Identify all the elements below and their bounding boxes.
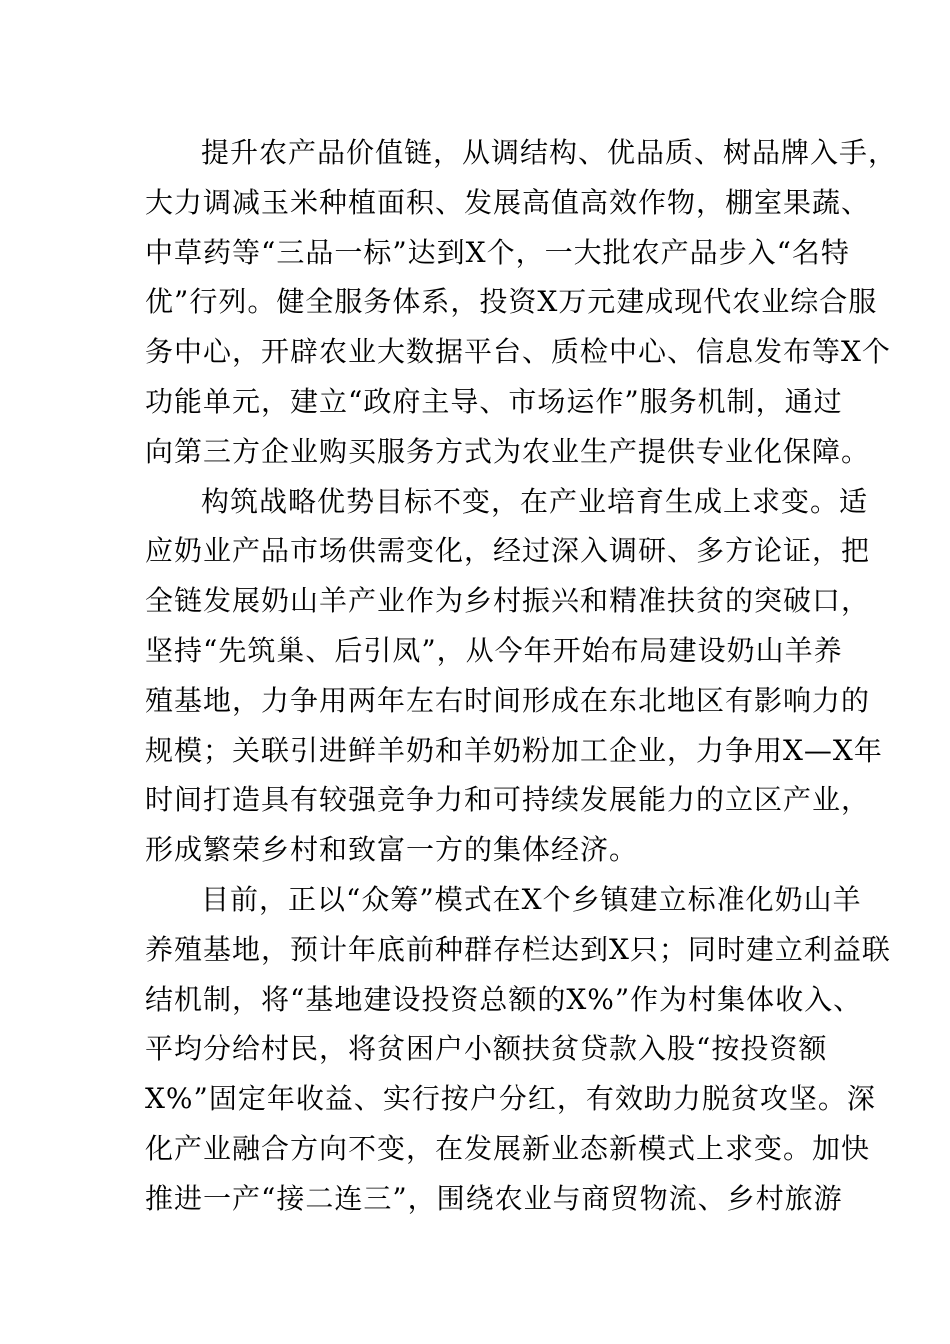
text-line: 殖基地，力争用两年左右时间形成在东北地区有影响力的 xyxy=(145,683,871,717)
text-line: 优”行列。健全服务体系，投资X万元建成现代农业综合服 xyxy=(145,285,878,319)
document-body xyxy=(145,128,898,1224)
text-line: 养殖基地，预计年底前种群存栏达到X只；同时建立利益联 xyxy=(145,932,891,966)
text-line: 目前，正以“众筹”模式在X个乡镇建立标准化奶山羊 xyxy=(201,882,862,916)
text-line: 平均分给村民，将贫困户小额扶贫贷款入股“按投资额 xyxy=(145,1032,828,1066)
text-line: 中草药等“三品一标”达到X个，一大批农产品步入“名特 xyxy=(145,235,850,269)
text-line: 化产业融合方向不变，在发展新业态新模式上求变。加快 xyxy=(145,1131,871,1165)
text-line: X%”固定年收益、实行按户分红，有效助力脱贫攻坚。深 xyxy=(145,1082,876,1116)
text-line: 提升农产品价值链，从调结构、优品质、树品牌入手， xyxy=(201,136,898,169)
text-line: 规模；关联引进鲜羊奶和羊奶粉加工企业，力争用X—X年 xyxy=(145,733,883,767)
text-line: 时间打造具有较强竞争力和可持续发展能力的立区产业， xyxy=(145,783,871,817)
text-line: 推进一产“接二连三”，围绕农业与商贸物流、乡村旅游 xyxy=(145,1181,843,1215)
text-line: 功能单元，建立“政府主导、市场运作”服务机制，通过 xyxy=(145,384,843,418)
text-line: 向第三方企业购买服务方式为农业生产提供专业化保障。 xyxy=(145,434,871,468)
text-line: 坚持“先筑巢、后引凤”，从今年开始布局建设奶山羊养 xyxy=(145,633,843,667)
text-line: 大力调减玉米种植面积、发展高值高效作物，棚室果蔬、 xyxy=(145,185,871,219)
text-line: 应奶业产品市场供需变化，经过深入调研、多方论证，把 xyxy=(145,534,871,568)
text-line: 结机制，将“基地建设投资总额的X%”作为村集体收入、 xyxy=(145,982,863,1016)
text-line: 构筑战略优势目标不变，在产业培育生成上求变。适 xyxy=(201,484,869,518)
text-line: 全链发展奶山羊产业作为乡村振兴和精准扶贫的突破口， xyxy=(145,584,871,618)
text-line: 务中心，开辟农业大数据平台、质检中心、信息发布等X个 xyxy=(145,335,891,369)
text-line: 形成繁荣乡村和致富一方的集体经济。 xyxy=(145,833,639,867)
